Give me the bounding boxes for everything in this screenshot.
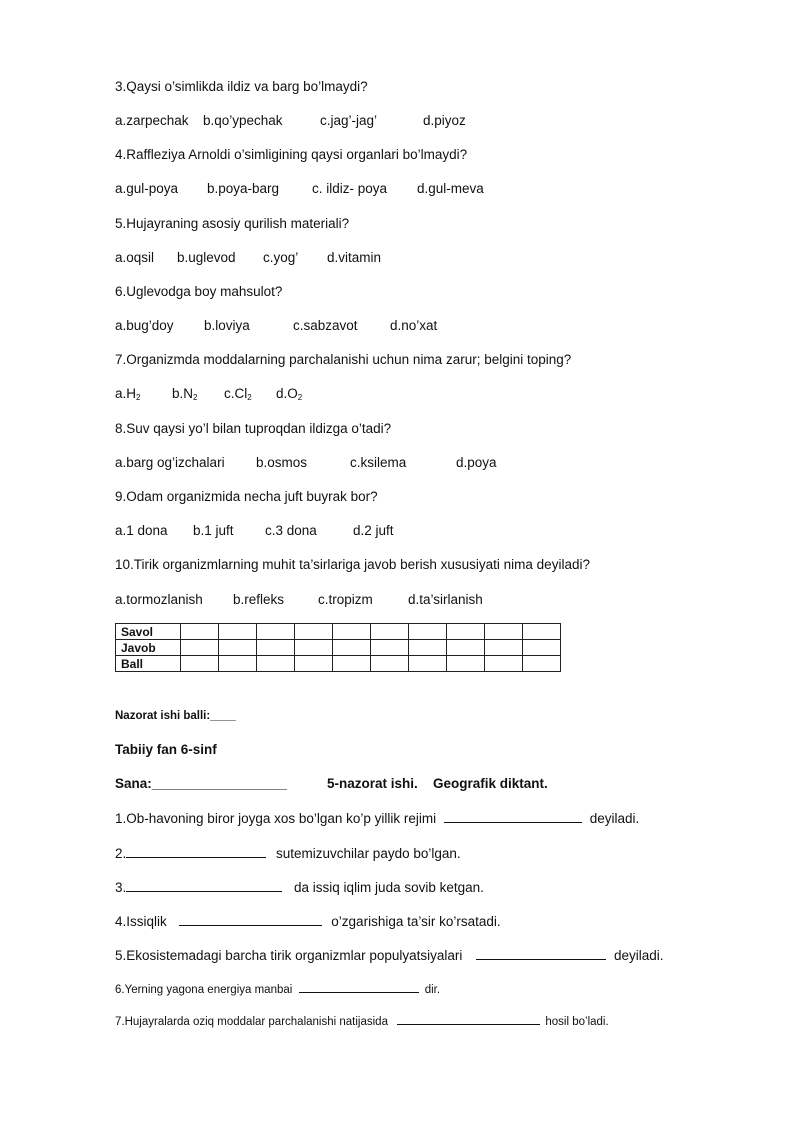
option-b: b.1 juft xyxy=(193,523,234,538)
dictation-6 xyxy=(115,982,440,996)
dictation-3-suffix: da issiq iqlim juda sovib ketgan. xyxy=(294,880,484,895)
dictation-7-text: 7.Hujayralarda oziq moddalar parchalanishi natijasida xyxy=(115,1016,388,1028)
option-a: a.barg og’izchalari xyxy=(115,455,225,470)
dictation-5 xyxy=(115,947,663,963)
dictation-4 xyxy=(115,913,501,929)
answer-blank[interactable] xyxy=(126,879,282,892)
option-d: d.piyoz xyxy=(423,113,466,128)
option-d-text: d.O xyxy=(276,386,298,401)
question-4: 4.Raffleziya Arnoldi o’simligining qaysi organlari bo’lmaydi? xyxy=(115,147,468,162)
table-cell[interactable] xyxy=(485,640,523,656)
answer-blank[interactable] xyxy=(397,1014,540,1025)
row-header-savol: Savol xyxy=(116,624,181,640)
option-d: d.2 juft xyxy=(353,523,394,538)
table-row xyxy=(116,656,561,672)
table-cell[interactable] xyxy=(219,656,257,672)
answer-blank[interactable] xyxy=(476,947,606,960)
table-cell[interactable] xyxy=(333,656,371,672)
subject-label: Tabiiy fan 6-sinf xyxy=(115,742,217,757)
dictation-3 xyxy=(115,879,484,895)
question-7: 7.Organizmda moddalarning parchalanishi uchun nima zarur; belgini toping? xyxy=(115,352,572,367)
table-cell[interactable] xyxy=(447,624,485,640)
dictation-6-suffix: dir. xyxy=(424,984,441,996)
table-cell[interactable] xyxy=(371,656,409,672)
date-label: Sana:__________________ xyxy=(115,776,287,791)
table-cell[interactable] xyxy=(485,656,523,672)
table-cell[interactable] xyxy=(181,624,219,640)
table-cell[interactable] xyxy=(523,624,561,640)
dictation-5-suffix: deyiladi. xyxy=(613,948,664,963)
option-c: c.yog’ xyxy=(263,250,299,265)
row-header-javob: Javob xyxy=(116,640,181,656)
table-cell[interactable] xyxy=(257,656,295,672)
dictation-2-suffix: sutemizuvchilar paydo bo’lgan. xyxy=(276,846,461,861)
table-cell[interactable] xyxy=(219,624,257,640)
option-a xyxy=(115,386,140,402)
dictation-1-text: 1.Ob-havoning biror joyga xos bo’lgan ko’p yillik rejimi xyxy=(115,811,437,826)
table-cell[interactable] xyxy=(371,624,409,640)
option-a: a.zarpechak xyxy=(115,113,189,128)
option-a: a.tormozlanish xyxy=(115,592,203,607)
dictation-4-suffix: o’zgarishiga ta’sir ko’rsatadi. xyxy=(331,914,501,929)
option-c-subscript: 2 xyxy=(247,393,252,402)
option-d-subscript: 2 xyxy=(297,393,303,402)
option-c xyxy=(224,386,252,402)
table-cell[interactable] xyxy=(181,640,219,656)
dictation-5-text: 5.Ekosistemadagi barcha tirik organizmlar populyatsiyalari xyxy=(115,948,463,963)
dictation-2-text: 2. xyxy=(115,846,127,861)
dictation-6-text: 6.Yerning yagona energiya manbai xyxy=(115,984,293,996)
question-9: 9.Odam organizmida necha juft buyrak bor? xyxy=(115,489,378,504)
option-b: b.qo’ypechak xyxy=(203,113,283,128)
row-header-ball: Ball xyxy=(116,656,181,672)
table-cell[interactable] xyxy=(409,656,447,672)
table-cell[interactable] xyxy=(219,640,257,656)
answer-blank[interactable] xyxy=(444,810,582,823)
table-cell[interactable] xyxy=(371,640,409,656)
option-c: c.jag’-jag’ xyxy=(320,113,378,128)
option-d: d.gul-meva xyxy=(417,181,484,196)
dictation-7 xyxy=(115,1014,609,1028)
table-cell[interactable] xyxy=(257,640,295,656)
question-8: 8.Suv qaysi yo’l bilan tuproqdan ildizga o’tadi? xyxy=(115,421,392,436)
test-type: Geografik diktant. xyxy=(433,776,548,791)
option-b: b.uglevod xyxy=(177,250,236,265)
answer-blank[interactable] xyxy=(299,982,419,993)
score-label: Nazorat ishi balli:____ xyxy=(115,710,236,722)
option-c: c.sabzavot xyxy=(293,318,358,333)
table-cell[interactable] xyxy=(409,624,447,640)
option-c-text: c.Cl xyxy=(224,386,248,401)
option-c: c.ksilema xyxy=(350,455,407,470)
table-cell[interactable] xyxy=(295,624,333,640)
option-c: c. ildiz- poya xyxy=(312,181,388,196)
table-row xyxy=(116,624,561,640)
dictation-4-text: 4.Issiqlik xyxy=(115,914,167,929)
table-cell[interactable] xyxy=(409,640,447,656)
dictation-7-suffix: hosil bo’ladi. xyxy=(545,1016,609,1028)
dictation-1-suffix: deyiladi. xyxy=(589,811,640,826)
option-b-subscript: 2 xyxy=(193,393,198,402)
option-a-text: a.H xyxy=(115,386,137,401)
table-cell[interactable] xyxy=(447,640,485,656)
question-10: 10.Tirik organizmlarning muhit ta’sirlariga javob berish xususiyati nima deyiladi? xyxy=(115,557,590,572)
option-b: b.poya-barg xyxy=(207,181,280,196)
table-cell[interactable] xyxy=(181,656,219,672)
answer-blank[interactable] xyxy=(126,845,266,858)
option-c: c.3 dona xyxy=(265,523,317,538)
table-row xyxy=(116,640,561,656)
table-cell[interactable] xyxy=(447,656,485,672)
table-cell[interactable] xyxy=(523,640,561,656)
table-cell[interactable] xyxy=(523,656,561,672)
option-d: d.vitamin xyxy=(327,250,382,265)
question-5: 5.Hujayraning asosiy qurilish materiali? xyxy=(115,216,350,231)
question-3: 3.Qaysi o’simlikda ildiz va barg bo’lmaydi? xyxy=(115,79,368,94)
option-b xyxy=(172,386,197,402)
option-a-subscript: 2 xyxy=(136,393,141,402)
option-b: b.loviya xyxy=(204,318,250,333)
answer-blank[interactable] xyxy=(179,913,322,926)
option-d xyxy=(276,386,302,402)
table-cell[interactable] xyxy=(333,624,371,640)
table-cell[interactable] xyxy=(485,624,523,640)
option-a: a.oqsil xyxy=(115,250,155,265)
option-c: c.tropizm xyxy=(318,592,373,607)
option-d: d.ta’sirlanish xyxy=(408,592,483,607)
table-cell[interactable] xyxy=(333,640,371,656)
option-a: a.bug’doy xyxy=(115,318,174,333)
question-6: 6.Uglevodga boy mahsulot? xyxy=(115,284,283,299)
dictation-2 xyxy=(115,845,461,861)
dictation-1 xyxy=(115,810,639,826)
table-cell[interactable] xyxy=(295,656,333,672)
option-d: d.no’xat xyxy=(390,318,438,333)
table-cell[interactable] xyxy=(257,624,295,640)
option-b: b.osmos xyxy=(256,455,308,470)
option-d: d.poya xyxy=(456,455,497,470)
answer-table xyxy=(115,623,561,672)
option-a: a.gul-poya xyxy=(115,181,179,196)
table-cell[interactable] xyxy=(295,640,333,656)
test-title: 5-nazorat ishi. xyxy=(327,776,418,791)
dictation-3-text: 3. xyxy=(115,880,127,895)
option-b-text: b.N xyxy=(172,386,194,401)
option-a: a.1 dona xyxy=(115,523,168,538)
option-b: b.refleks xyxy=(233,592,285,607)
